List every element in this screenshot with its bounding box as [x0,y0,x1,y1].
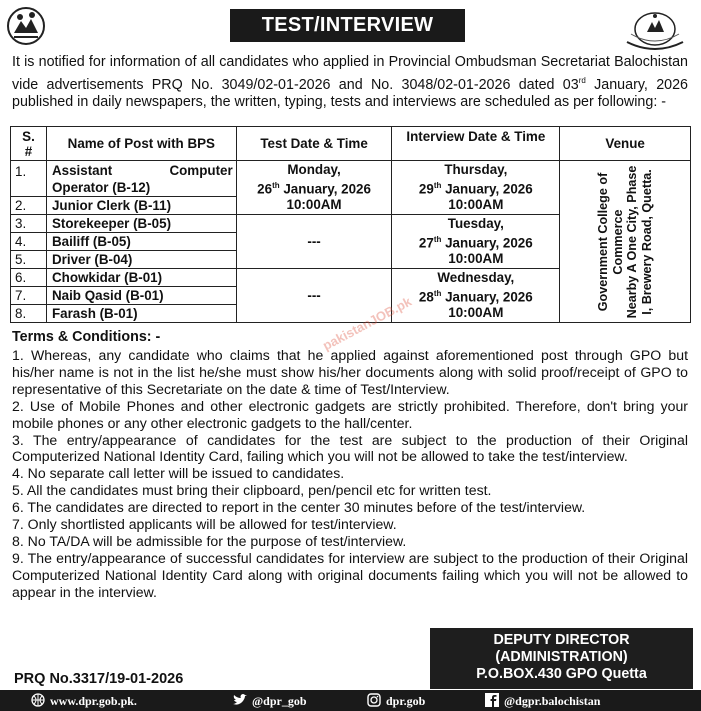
footer-twitter[interactable]: @dpr_gob [232,693,307,709]
term-item: 6. The candidates are directed to report in the center 30 minutes before of the test/interview. [12,499,586,516]
signature-dept: (ADMINISTRATION) [495,649,628,665]
row-post: Assistant Computer Operator (B-12) [46,161,236,197]
page-title: TEST/INTERVIEW [230,9,465,42]
interview-date: 28th January, 2026 [418,288,533,305]
prq-number: PRQ No.3317/19-01-2026 [14,671,184,687]
footer-facebook[interactable]: @dgpr.balochistan [484,693,600,709]
interview-date: 27th January, 2026 [418,234,533,251]
term-item: 3. The entry/appearance of candidates for the test are subject to the production of their Original Computerized National Identity Card, failing which you will not be allowed to take the test/interview. [12,431,688,465]
row-post: Driver (B-04) [46,251,236,269]
row-post: Farash (B-01) [46,305,236,323]
interview-time: 10:00AM [448,197,504,213]
venue-text: Government College of Commerce Nearby A One City, Phase I, Brewery Road, Quetta. [596,165,654,318]
term-item: 8. No TA/DA will be admissible for the purpose of test/interview. [12,532,407,549]
instagram-icon [366,693,382,707]
row-sno: 7. [11,287,47,305]
row-sno: 1. [11,161,47,197]
term-item: 7. Only shortlisted applicants will be allowed for test/interview. [12,516,397,533]
test-date: 26th January, 2026 [257,180,371,197]
header-test: Test Date & Time [236,127,392,161]
balochistan-emblem-logo [6,6,46,46]
row-sno: 4. [11,233,47,251]
row-post: Storekeeper (B-05) [46,215,236,233]
venue-cell [560,161,691,323]
terms-heading: Terms & Conditions: - [12,329,161,345]
term-item: 5. All the candidates must bring their clipboard, pen/pencil etc for written test. [12,482,492,499]
schedule-table [10,126,691,323]
term-item: 1. Whereas, any candidate who claims that he applied against aforementioned post through GPO but his/her name is not in the list he/she must show his/her documents along with solid proof/receipt of GPO to representative of this Secretariate on the date & time of Test/Interview. [12,347,688,397]
row-post: Bailiff (B-05) [46,233,236,251]
interview-time: 10:00AM [448,251,504,267]
watermark: pakistanJOB.pk [320,293,414,354]
row-post: Chowkidar (B-01) [46,269,236,287]
header-sno: S. # [11,127,47,161]
row-sno: 6. [11,269,47,287]
signature-block [430,628,693,689]
test-date-group-1 [236,161,392,215]
footer-website[interactable]: www.dpr.gob.pk. [30,693,137,709]
term-item: 4. No separate call letter will be issued to candidates. [12,465,345,482]
intro-paragraph: It is notified for information of all candidates who applied in Provincial Ombudsman Secretariat Balochistan vide advertisements PRQ No. 3049/02-01-2026 and No. 3048/02-01-2026 dated 03rd January, 2026 published in daily newspapers, the written, typing, tests and interviews are scheduled as per following: - [12,54,689,110]
facebook-icon [484,693,500,707]
row-post: Naib Qasid (B-01) [46,287,236,305]
signature-title: DEPUTY DIRECTOR [493,632,630,648]
table-header-row [11,127,691,161]
row-post: Junior Clerk (B-11) [46,197,236,215]
table-row [11,161,691,197]
header-venue: Venue [560,127,691,161]
test-date-group-2: --- [236,215,392,269]
header-interview: Interview Date & Time [392,127,560,161]
interview-date-group-1 [392,161,560,215]
row-sno: 5. [11,251,47,269]
term-item: 9. The entry/appearance of successful candidates for interview are subject to the production of their Original Computerized National Identity Card along with original documents failing which you will not be allowed to appear in the interview. [12,549,688,600]
interview-day: Wednesday, [437,269,515,285]
signature-address: P.O.BOX.430 GPO Quetta [476,666,647,682]
test-date-group-3: --- [236,269,392,323]
terms-list [12,347,688,601]
interview-time: 10:00AM [448,305,504,321]
footer-instagram[interactable]: dpr.gob [366,693,425,709]
interview-date: 29th January, 2026 [418,180,533,197]
test-time: 10:00AM [286,197,342,213]
term-item: 2. Use of Mobile Phones and other electronic gadgets are strictly prohibited. Therefore, don't bring your mobile phones or any other electronic gadgets to the hall/center. [12,397,688,431]
row-sno: 8. [11,305,47,323]
interview-day: Thursday, [444,161,508,177]
ombudsman-seal-logo [617,4,693,54]
header-post: Name of Post with BPS [46,127,236,161]
twitter-icon [232,693,248,707]
footer-bar [0,690,701,711]
row-sno: 2. [11,197,47,215]
test-day: Monday, [287,161,341,177]
interview-date-group-2 [392,215,560,269]
globe-icon [30,693,46,707]
interview-day: Tuesday, [447,215,504,231]
row-sno: 3. [11,215,47,233]
